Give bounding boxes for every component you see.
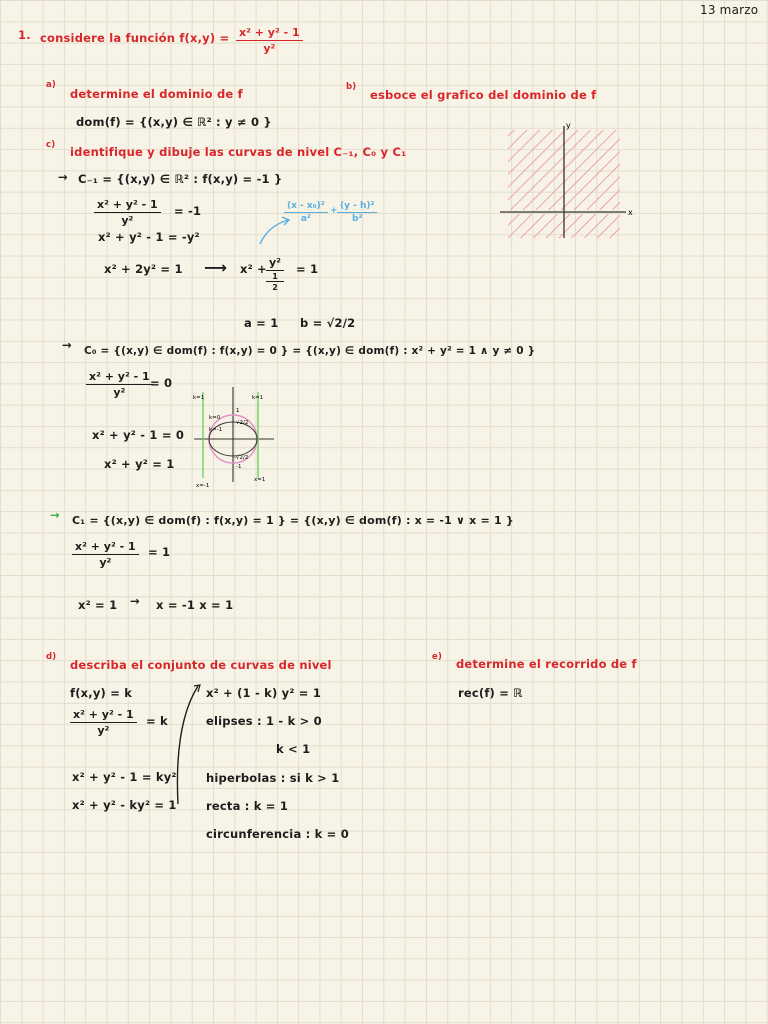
cm1-b-value: b = √2/2 <box>300 316 356 330</box>
c1-eq1-rhs: = 1 <box>148 545 171 559</box>
cm1-eq1-fraction <box>94 198 161 227</box>
c0-eq3: x² + y² = 1 <box>104 457 175 471</box>
ellipse-note-den2: b² <box>352 214 363 224</box>
c0-eq1-num: x² + y² - 1 <box>86 370 153 385</box>
sketch-x-m1: x=-1 <box>196 483 210 489</box>
ellipse-note-num1: (x - x₀)² <box>284 201 328 213</box>
cm1-eq4-den1: 1 <box>266 271 284 282</box>
domain-graph <box>498 120 636 244</box>
function-numerator: x² + y² - 1 <box>236 26 303 41</box>
c1-eq1-den: y² <box>99 556 112 569</box>
sketch-km1: k=-1 <box>209 427 223 433</box>
c1-eq2: x² = 1 <box>78 598 118 612</box>
c1-eq1-num: x² + y² - 1 <box>72 540 139 555</box>
cm1-eq4-den2: 2 <box>272 283 278 292</box>
sketch-tick-m1: -1 <box>236 464 242 470</box>
cm1-definition: C₋₁ = {(x,y) ∈ ℝ² : f(x,y) = -1 } <box>78 172 283 186</box>
part-d-line4: x² + y² - ky² = 1 <box>72 798 177 812</box>
ellipse-note-num2: (y - h)² <box>337 201 377 213</box>
part-a-label: a) <box>46 80 57 90</box>
part-a-answer: dom(f) = {(x,y) ∈ ℝ² : y ≠ 0 } <box>76 115 272 129</box>
cm1-eq2: x² + y² - 1 = -y² <box>98 230 200 244</box>
arrow-icon: → <box>50 508 60 522</box>
cm1-a-value: a = 1 <box>244 316 279 330</box>
ellipse-note-plus: + <box>330 206 338 216</box>
c1-eq3: x = -1 x = 1 <box>156 598 234 612</box>
part-d-fraction <box>70 708 137 737</box>
sketch-k1-right: k=1 <box>252 395 264 401</box>
cm1-eq4-fraction <box>266 256 284 292</box>
part-e-answer: rec(f) = ℝ <box>458 686 523 700</box>
part-d-right5: recta : k = 1 <box>206 799 289 813</box>
c0-eq1-den: y² <box>113 386 126 399</box>
c1-definition: C₁ = {(x,y) ∈ dom(f) : f(x,y) = 1 } = {(x,y) ∈ dom(f) : x = -1 ∨ x = 1 } <box>72 514 514 527</box>
sketch-k1-left: k=1 <box>193 395 205 401</box>
cm1-eq1-den: y² <box>121 214 134 227</box>
axis-x-label: x <box>628 208 633 217</box>
part-d-num: x² + y² - 1 <box>70 708 137 723</box>
part-d-line3: x² + y² - 1 = ky² <box>72 770 177 784</box>
part-d-right2: elipses : 1 - k > 0 <box>206 714 322 728</box>
sketch-k0: k=0 <box>209 415 221 421</box>
sketch-tick-1: 1 <box>236 408 240 414</box>
problem-statement: considere la función f(x,y) = <box>40 31 230 45</box>
c0-eq1-fraction <box>86 370 153 399</box>
c0-definition: C₀ = {(x,y) ∈ dom(f) : f(x,y) = 0 } = {(x,y) ∈ dom(f) : x² + y² = 1 ∧ y ≠ 0 } <box>84 345 536 357</box>
axis-y-label: y <box>566 121 571 130</box>
arrow-icon: ⟶ <box>204 258 228 277</box>
part-b-question: esboce el grafico del dominio de f <box>370 88 597 102</box>
level-curves-sketch <box>190 382 282 489</box>
sketch-tick-r2: √2/2 <box>236 420 249 426</box>
cm1-eq4-rhs: = 1 <box>296 262 319 276</box>
problem-number: 1. <box>18 28 31 42</box>
sketch-x-1: x=1 <box>254 477 266 483</box>
date: 13 marzo <box>700 3 759 17</box>
part-c-label: c) <box>46 140 56 150</box>
arrow-icon: → <box>130 594 140 608</box>
part-d-right6: circunferencia : k = 0 <box>206 827 349 841</box>
ellipse-note-den1: a² <box>300 214 311 224</box>
function-fraction <box>236 26 303 55</box>
bracket-curve <box>172 684 202 808</box>
c1-eq1-fraction <box>72 540 139 569</box>
arrow-icon: → <box>62 338 72 352</box>
part-d-right1: x² + (1 - k) y² = 1 <box>206 686 322 700</box>
part-d-line2-rhs: = k <box>146 714 168 728</box>
function-denominator: y² <box>263 42 276 55</box>
part-d-line1: f(x,y) = k <box>70 686 133 700</box>
part-a-question: determine el dominio de f <box>70 87 243 101</box>
part-d-question: describa el conjunto de curvas de nivel <box>70 658 332 672</box>
arrow-icon: → <box>58 170 68 184</box>
part-b-label: b) <box>346 82 357 92</box>
cm1-eq3: x² + 2y² = 1 <box>104 262 183 276</box>
c0-eq1-rhs: = 0 <box>150 376 173 390</box>
ellipse-note-frac1 <box>284 201 328 224</box>
part-e-question: determine el recorrido de f <box>456 657 637 671</box>
part-d-right4: hiperbolas : si k > 1 <box>206 771 340 785</box>
part-d-den: y² <box>97 724 110 737</box>
ellipse-note-frac2 <box>337 201 377 224</box>
part-d-right3: k < 1 <box>276 742 311 756</box>
part-c-question: identifique y dibuje las curvas de nivel C₋₁, C₀ y C₁ <box>70 145 407 159</box>
cm1-eq1-rhs: = -1 <box>174 204 202 218</box>
part-d-label: d) <box>46 652 57 662</box>
cm1-eq1-num: x² + y² - 1 <box>94 198 161 213</box>
cm1-eq4-num: y² <box>266 256 284 271</box>
cm1-eq4-a: x² + <box>240 262 267 276</box>
sketch-tick-mr2: -√2/2 <box>234 455 249 461</box>
c0-eq2: x² + y² - 1 = 0 <box>92 428 185 442</box>
part-e-label: e) <box>432 652 443 662</box>
